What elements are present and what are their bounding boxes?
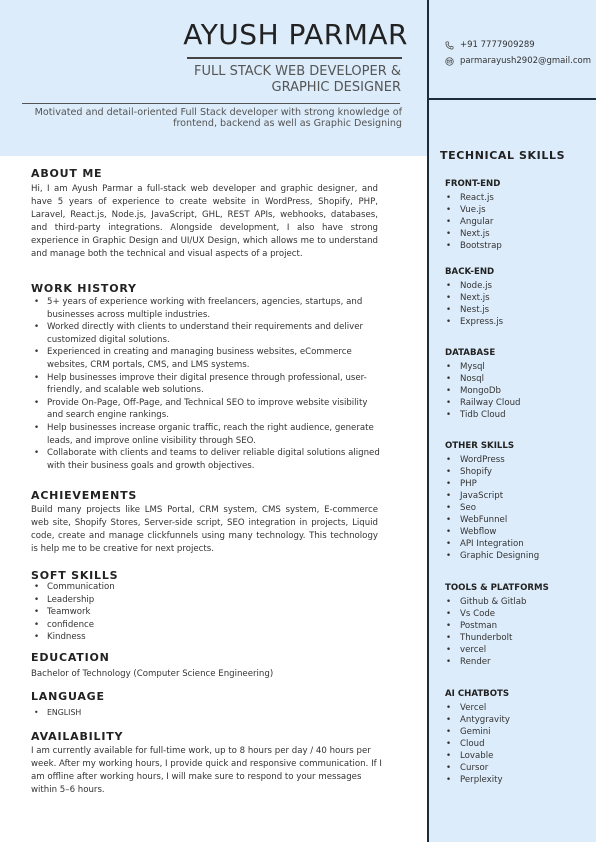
list-item: • Leadership — [31, 594, 381, 607]
achievements-title: ACHIEVEMENTS — [31, 489, 138, 502]
skill-group-title: FRONT-END — [445, 179, 501, 189]
name-divider — [187, 57, 402, 59]
skill-item: • JavaScript — [445, 490, 595, 502]
skill-item: • vercel — [445, 644, 595, 656]
skill-item: • Node.js — [445, 280, 595, 292]
skill-item: • API Integration — [445, 538, 595, 550]
skill-item: • Cloud — [445, 738, 595, 750]
work-history-title: WORK HISTORY — [31, 282, 137, 295]
phone-icon — [445, 41, 454, 50]
skill-group-title: OTHER SKILLS — [445, 441, 515, 451]
soft-skills-title: SOFT SKILLS — [31, 569, 119, 582]
soft-skills-list — [31, 581, 381, 644]
list-item: • ENGLISH — [31, 707, 381, 720]
skill-item: • Thunderbolt — [445, 632, 595, 644]
skill-group-title: TOOLS & PLATFORMS — [445, 583, 549, 593]
skill-item: • Next.js — [445, 228, 595, 240]
skill-group-frontend — [445, 179, 595, 252]
contact-email — [445, 56, 591, 66]
summary-text: Motivated and detail-oriented Full Stack developer with strong knowledge of frontend, backend as well as Graphic Designing — [34, 107, 402, 129]
skill-item: • React.js — [445, 192, 595, 204]
skill-item: • Graphic Designing — [445, 550, 595, 562]
skill-item: • Nosql — [445, 373, 595, 385]
language-title: LANGUAGE — [31, 690, 105, 703]
skill-item: • Render — [445, 656, 595, 668]
email-icon — [445, 57, 454, 66]
about-title: ABOUT ME — [31, 167, 103, 180]
skill-item: • MongoDb — [445, 385, 595, 397]
candidate-name: AYUSH PARMAR — [183, 18, 408, 51]
skill-item: • Express.js — [445, 316, 595, 328]
availability-text: I am currently available for full-time work, up to 8 hours per day / 40 hours per week. After my working hours, I provide quick and responsive communication. If I am offline after working hours, I will make sure to respond to your messages within 5–6 hours. — [31, 746, 382, 795]
list-item: • Help businesses increase organic traffic, reach the right audience, generate leads, and improve online visibility through SEO. — [31, 422, 381, 447]
list-item: • 5+ years of experience working with freelancers, agencies, startups, and businesses across multiple industries. — [31, 296, 381, 321]
list-item: • Experienced in creating and managing business websites, eCommerce websites, CRM portals, CMS, and LMS systems. — [31, 346, 381, 371]
skill-group-title: BACK-END — [445, 267, 495, 277]
list-item: • Kindness — [31, 631, 381, 644]
skill-item: • Webflow — [445, 526, 595, 538]
list-item: • Communication — [31, 581, 381, 594]
skill-group-title: AI CHATBOTS — [445, 689, 510, 699]
header — [0, 0, 427, 156]
skill-item: • Angular — [445, 216, 595, 228]
skill-item: • Mysql — [445, 361, 595, 373]
language-list — [31, 707, 381, 720]
contact-panel — [429, 0, 596, 100]
availability-title: AVAILABILITY — [31, 730, 124, 743]
skill-group-database — [445, 348, 595, 421]
about-text: Hi, I am Ayush Parmar a full-stack web developer and graphic designer, and have 5 years of experience to create website in WordPress, Shopify, PHP, Laravel, React.js, Node.js, JavaScript, GHL, REST APIs, webhooks, databases, and third-party integrations. Alongside development, I also have strong experience in Graphic Design and UI/UX Design, which allows me to understand and manage both the technical and visual aspects of a project. — [31, 184, 378, 259]
skill-item: • Postman — [445, 620, 595, 632]
list-item: • confidence — [31, 619, 381, 632]
summary-divider — [22, 103, 400, 104]
skill-item: • Vs Code — [445, 608, 595, 620]
contact-phone — [445, 40, 535, 50]
skill-item: • Bootstrap — [445, 240, 595, 252]
list-item: • Help businesses improve their digital presence through professional, user-friendly, and scalable web solutions. — [31, 372, 381, 397]
skill-item: • Perplexity — [445, 774, 595, 786]
skill-item: • Lovable — [445, 750, 595, 762]
sidebar — [427, 0, 596, 842]
education-title: EDUCATION — [31, 651, 110, 664]
skill-item: • Seo — [445, 502, 595, 514]
skill-group-ai-chatbots — [445, 689, 595, 786]
candidate-role: FULL STACK WEB DEVELOPER & GRAPHIC DESIGNER — [193, 64, 401, 95]
list-item: • Collaborate with clients and teams to deliver reliable digital solutions aligned with their business goals and growth objectives. — [31, 447, 381, 472]
skill-item: • Cursor — [445, 762, 595, 774]
skill-item: • Next.js — [445, 292, 595, 304]
skill-item: • WordPress — [445, 454, 595, 466]
skill-group-backend — [445, 267, 595, 328]
skill-item: • Nest.js — [445, 304, 595, 316]
email-text: parmarayush2902@gmail.com — [460, 56, 591, 66]
list-item: • Teamwork — [31, 606, 381, 619]
skill-group-tools — [445, 583, 595, 668]
skill-item: • Vue.js — [445, 204, 595, 216]
skill-item: • Tidb Cloud — [445, 409, 595, 421]
skill-item: • Gemini — [445, 726, 595, 738]
skill-group-title: DATABASE — [445, 348, 496, 358]
skill-item: • Github & Gitlab — [445, 596, 595, 608]
skill-item: • Antygravity — [445, 714, 595, 726]
skill-item: • PHP — [445, 478, 595, 490]
education-text: Bachelor of Technology (Computer Science Engineering) — [31, 669, 274, 679]
phone-text: +91 7777909289 — [460, 40, 535, 50]
work-history-list — [31, 296, 381, 472]
technical-skills-title: TECHNICAL SKILLS — [440, 149, 566, 162]
list-item: • Worked directly with clients to understand their requirements and deliver customized digital solutions. — [31, 321, 381, 346]
list-item: • Provide On-Page, Off-Page, and Technical SEO to improve website visibility and search engine rankings. — [31, 397, 381, 422]
achievements-text: Build many projects like LMS Portal, CRM system, CMS system, E-commerce web site, Shopify Stores, Server-side script, SEO integration in projects, Liquid code, create and manage clickfunnels using many technology. This technology is help me to be creative for next projects. — [31, 505, 378, 554]
skill-item: • Vercel — [445, 702, 595, 714]
skill-group-other — [445, 441, 595, 562]
skill-item: • WebFunnel — [445, 514, 595, 526]
skill-item: • Shopify — [445, 466, 595, 478]
skill-item: • Railway Cloud — [445, 397, 595, 409]
